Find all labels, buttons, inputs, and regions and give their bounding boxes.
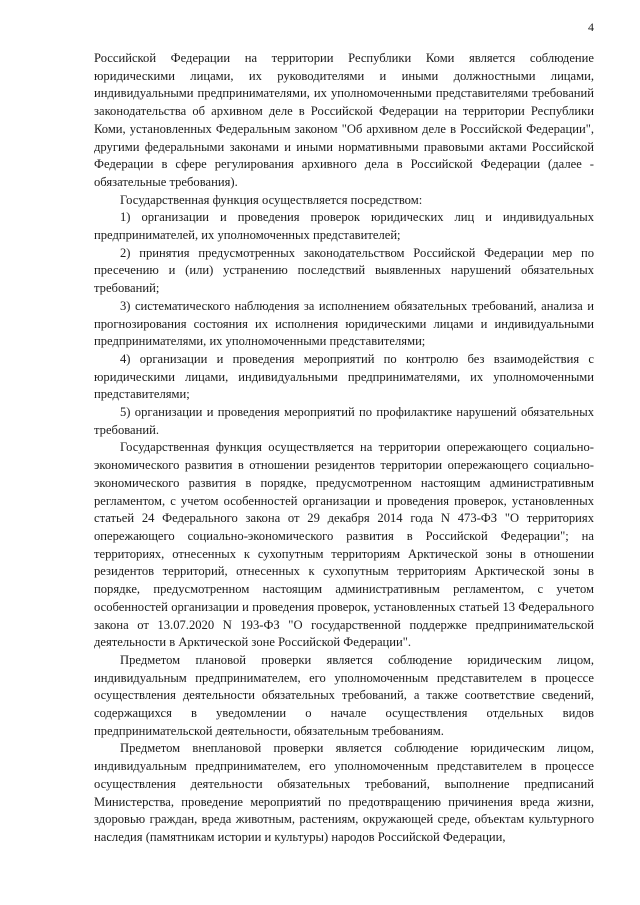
paragraph-1: Российской Федерации на территории Республики Коми является соблюдение юридическими лицами, их руководителями и иными должностными лицами, индивидуальными предпринимателями, их уполномоченными представителями требований законодательства об архивном деле в Российской Федерации на территории Республики Коми, установленных Федеральным законом "Об архивном деле в Российской Федерации", другими федеральными законами и иными нормативными правовыми актами Российской Федерации в сфере регулирования архивного дела в Российской Федерации (далее - обязательные требования). [94,51,594,189]
list-item-5: 5) организации и проведения мероприятий по профилактике нарушений обязательных требований. [94,405,594,437]
paragraph-scheduled-inspection: Предметом плановой проверки является соблюдение юридическим лицом, индивидуальным предпринимателем, его уполномоченным представителем в процессе осуществления деятельности обязательных требований, а также соответствие сведений, содержащихся в уведомлении о начале осуществления отдельных видов предпринимательской деятельности, обязательным требованиям. [94,652,594,738]
paragraph-2: Государственная функция осуществляется посредством: [120,192,423,207]
paragraph-territories: Государственная функция осуществляется на территории опережающего социально-экономического развития в отношении резидентов территории опережающего социально-экономического развития в порядке, предусмотренном настоящим административным регламентом, с учетом особенностей организации и проведения проверок, установленных статьей 24 Федерального закона от 29 декабря 2014 года N 473-ФЗ "О территориях опережающего социально-экономического развития в Российской Федерации"; на территориях, отнесенных к сухопутным территориям Арктической зоны в отношении резидентов территорий, отнесенных к сухопутным территориям Арктической зоны в порядке, предусмотренном настоящим административным регламентом, с учетом особенностей организации и проведения проверок, установленных статьей 13 Федерального закона от 13.07.2020 N 193-ФЗ "О государственной поддержке предпринимательской деятельности в Арктической зоне Российской Федерации". [94,440,594,650]
paragraph-unscheduled-inspection: Предметом внеплановой проверки является соблюдение юридическим лицом, индивидуальным предпринимателем, его уполномоченным представителем в процессе осуществления деятельности обязательных требований, выполнение предписаний Министерства, проведение мероприятий по предотвращению причинения вреда жизни, здоровью граждан, вреда животным, растениям, окружающей среде, объектам культурного наследия (памятникам истории и культуры) народов Российской Федерации, [94,741,594,844]
list-item-3: 3) систематического наблюдения за исполнением обязательных требований, анализа и прогнозирования состояния их исполнения юридическими лицами и индивидуальными предпринимателями, их уполномоченными представителями; [94,298,594,349]
list-item-2: 2) принятия предусмотренных законодательством Российской Федерации мер по пресечению и (или) устранению последствий выявленных нарушений обязательных требований; [94,245,594,296]
page-number: 4 [588,20,594,34]
list-item-4: 4) организации и проведения мероприятий по контролю без взаимодействия с юридическими лицами, индивидуальными предпринимателями, их уполномоченными представителями; [94,351,594,402]
document-body [94,50,594,847]
list-item-1: 1) организации и проведения проверок юридических лиц и индивидуальных предпринимателей, их уполномоченных представителей; [94,210,594,243]
